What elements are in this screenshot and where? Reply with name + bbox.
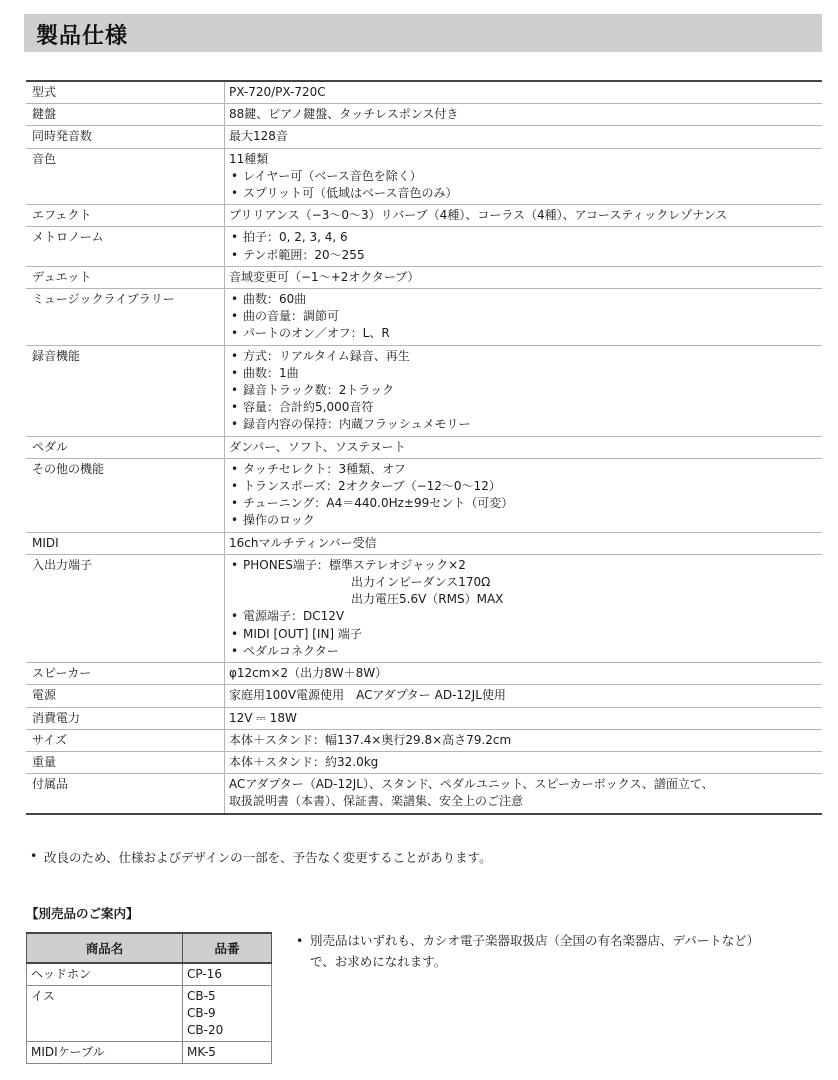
spec-row-metronome bbox=[26, 227, 822, 266]
spec-label: 鍵盤 bbox=[26, 104, 225, 126]
spec-bullet-list bbox=[229, 557, 822, 660]
spec-bullet: • ペダルコネクター bbox=[229, 643, 822, 660]
table-header-row bbox=[27, 933, 272, 963]
product-number bbox=[183, 1042, 272, 1064]
spec-label: ペダル bbox=[26, 436, 225, 458]
spec-value: ブリリアンス（−3〜0〜3）リバーブ（4種）、コーラス（4種）、アコースティックレゾナンス bbox=[229, 208, 728, 223]
spec-table bbox=[26, 80, 822, 815]
spec-bullet: • チューニング：A4＝440.0Hz±99セント（可変） bbox=[229, 495, 822, 512]
table-row bbox=[27, 986, 272, 1042]
spec-label: 消費電力 bbox=[26, 707, 225, 729]
spec-row-model bbox=[26, 81, 822, 104]
product-number bbox=[183, 963, 272, 986]
spec-label: メトロノーム bbox=[26, 227, 225, 266]
spec-label: ミュージックライブラリー bbox=[26, 289, 225, 346]
spec-label: スピーカー bbox=[26, 663, 225, 685]
spec-bullet: • 曲の音量：調節可 bbox=[229, 308, 822, 325]
phones-terminal: • PHONES端子：標準ステレオジャック×2 bbox=[243, 557, 466, 572]
spec-bullet: • 方式：リアルタイム録音、再生 bbox=[229, 348, 822, 365]
spec-value: 音域変更可（−1〜+2オクターブ） bbox=[229, 269, 420, 284]
spec-label: 型式 bbox=[26, 81, 225, 104]
spec-bullet-list bbox=[229, 168, 822, 202]
page-title: 製品仕様 bbox=[36, 24, 129, 49]
spec-value: 12V ⎓ 18W bbox=[229, 710, 297, 725]
spec-row-consumption bbox=[26, 707, 822, 729]
accessories-line-1: ACアダプター（AD-12JL）、スタンド、ペダルユニット、スピーカーボックス、譜面立て、 bbox=[229, 777, 714, 792]
spec-value: 本体＋スタンド：幅137.4×奥行29.8×高さ79.2cm bbox=[229, 732, 512, 747]
accessories-purchase-note bbox=[296, 930, 830, 972]
spec-row-tones bbox=[26, 148, 822, 205]
accessories-line-2: 取扱説明書（本書）、保証書、楽譜集、安全上のご注意 bbox=[229, 794, 524, 809]
product-code: CB-5 bbox=[187, 989, 216, 1003]
spec-bullet bbox=[229, 557, 822, 609]
spec-value bbox=[225, 458, 823, 532]
accessories-note-line-2: で、お求めになれます。 bbox=[310, 954, 447, 969]
spec-row-other bbox=[26, 458, 822, 532]
spec-value-text: 11種類 bbox=[229, 151, 269, 166]
spec-bullet: • 容量：合計約5,000音符 bbox=[229, 399, 822, 416]
spec-label: エフェクト bbox=[26, 205, 225, 227]
spec-row-midi bbox=[26, 532, 822, 554]
spec-value: 88鍵、ピアノ鍵盤、タッチレスポンス付き bbox=[229, 107, 459, 122]
spec-bullet: • 拍子：0, 2, 3, 4, 6 bbox=[229, 229, 822, 246]
product-code: CB-20 bbox=[187, 1023, 224, 1037]
spec-value: 16chマルチティンバー受信 bbox=[229, 535, 377, 550]
spec-bullet-list bbox=[229, 291, 822, 343]
spec-bullet-list bbox=[229, 229, 822, 263]
spec-bullet: • 録音トラック数：2トラック bbox=[229, 382, 822, 399]
product-code: CP-16 bbox=[187, 967, 222, 981]
spec-row-power bbox=[26, 685, 822, 707]
optional-accessories-table bbox=[26, 932, 272, 1064]
spec-row-pedals bbox=[26, 436, 822, 458]
optional-accessories-heading: 【別売品のご案内】 bbox=[26, 906, 139, 921]
spec-value: 本体＋スタンド：約32.0kg bbox=[229, 754, 379, 769]
spec-row-effects bbox=[26, 205, 822, 227]
accessories-note-line-1: • 別売品はいずれも、カシオ電子楽器取扱店（全国の有名楽器店、デパートなど） bbox=[310, 933, 760, 948]
spec-row-music-library bbox=[26, 289, 822, 346]
spec-value bbox=[225, 345, 823, 436]
spec-value: 家庭用100V電源使用 ACアダプター AD-12JL使用 bbox=[229, 688, 506, 703]
spec-bullet: • タッチセレクト：3種類、オフ bbox=[229, 461, 822, 478]
spec-bullet: • レイヤー可（ベース音色を除く） bbox=[229, 168, 822, 185]
spec-label: 入出力端子 bbox=[26, 554, 225, 662]
spec-bullet: • 操作のロック bbox=[229, 512, 822, 529]
spec-label: その他の機能 bbox=[26, 458, 225, 532]
spec-bullet: • パートのオン／オフ：L、R bbox=[229, 325, 822, 342]
spec-row-polyphony bbox=[26, 126, 822, 148]
spec-value: PX-720/PX-720C bbox=[229, 85, 326, 99]
page-title-bar bbox=[24, 14, 822, 52]
spec-bullet: • 曲数：60曲 bbox=[229, 291, 822, 308]
spec-label: 付属品 bbox=[26, 774, 225, 814]
spec-value: ダンパー、ソフト、ソステヌート bbox=[229, 439, 406, 454]
spec-value: 最大128音 bbox=[229, 129, 288, 144]
product-code: CB-9 bbox=[187, 1006, 216, 1020]
product-name: MIDIケーブル bbox=[27, 1042, 183, 1064]
spec-value bbox=[225, 148, 823, 205]
column-header-product: 商品名 bbox=[27, 933, 183, 963]
spec-row-duet bbox=[26, 266, 822, 288]
spec-label: 音色 bbox=[26, 148, 225, 205]
phones-voltage: 出力電圧5.6V（RMS）MAX bbox=[351, 592, 504, 607]
spec-label: 録音機能 bbox=[26, 345, 225, 436]
spec-row-recording bbox=[26, 345, 822, 436]
column-header-number: 品番 bbox=[183, 933, 272, 963]
spec-row-weight bbox=[26, 751, 822, 773]
spec-value bbox=[225, 227, 823, 266]
spec-bullet: • MIDI [OUT] [IN] 端子 bbox=[229, 626, 822, 643]
spec-row-size bbox=[26, 729, 822, 751]
spec-row-accessories bbox=[26, 774, 822, 814]
spec-bullet-list bbox=[229, 348, 822, 434]
product-number bbox=[183, 986, 272, 1042]
product-code: MK-5 bbox=[187, 1045, 216, 1059]
change-notice: • 改良のため、仕様およびデザインの一部を、予告なく変更することがあります。 bbox=[30, 848, 492, 866]
spec-row-io bbox=[26, 554, 822, 662]
table-row bbox=[27, 963, 272, 986]
spec-label: MIDI bbox=[26, 532, 225, 554]
spec-label: 重量 bbox=[26, 751, 225, 773]
spec-value bbox=[225, 289, 823, 346]
spec-label: サイズ bbox=[26, 729, 225, 751]
product-name: イス bbox=[27, 986, 183, 1042]
product-name: ヘッドホン bbox=[27, 963, 183, 986]
table-row bbox=[27, 1042, 272, 1064]
spec-value bbox=[225, 774, 823, 814]
spec-bullet: • トランスポーズ：2オクターブ（−12〜0〜12） bbox=[229, 478, 822, 495]
spec-bullet: • 電源端子：DC12V bbox=[229, 608, 822, 625]
spec-bullet: • テンポ範囲：20〜255 bbox=[229, 247, 822, 264]
spec-label: 同時発音数 bbox=[26, 126, 225, 148]
spec-row-speakers bbox=[26, 663, 822, 685]
spec-value bbox=[225, 554, 823, 662]
spec-bullet: • 曲数：1曲 bbox=[229, 365, 822, 382]
spec-bullet: • 録音内容の保持：内蔵フラッシュメモリー bbox=[229, 416, 822, 433]
spec-bullet: • スプリット可（低域はベース音色のみ） bbox=[229, 185, 822, 202]
spec-value: φ12cm×2（出力8W＋8W） bbox=[229, 666, 388, 681]
spec-bullet-list bbox=[229, 461, 822, 530]
spec-label: デュエット bbox=[26, 266, 225, 288]
spec-label: 電源 bbox=[26, 685, 225, 707]
spec-row-keyboard bbox=[26, 104, 822, 126]
phones-impedance: 出力インピーダンス170Ω bbox=[351, 575, 491, 590]
